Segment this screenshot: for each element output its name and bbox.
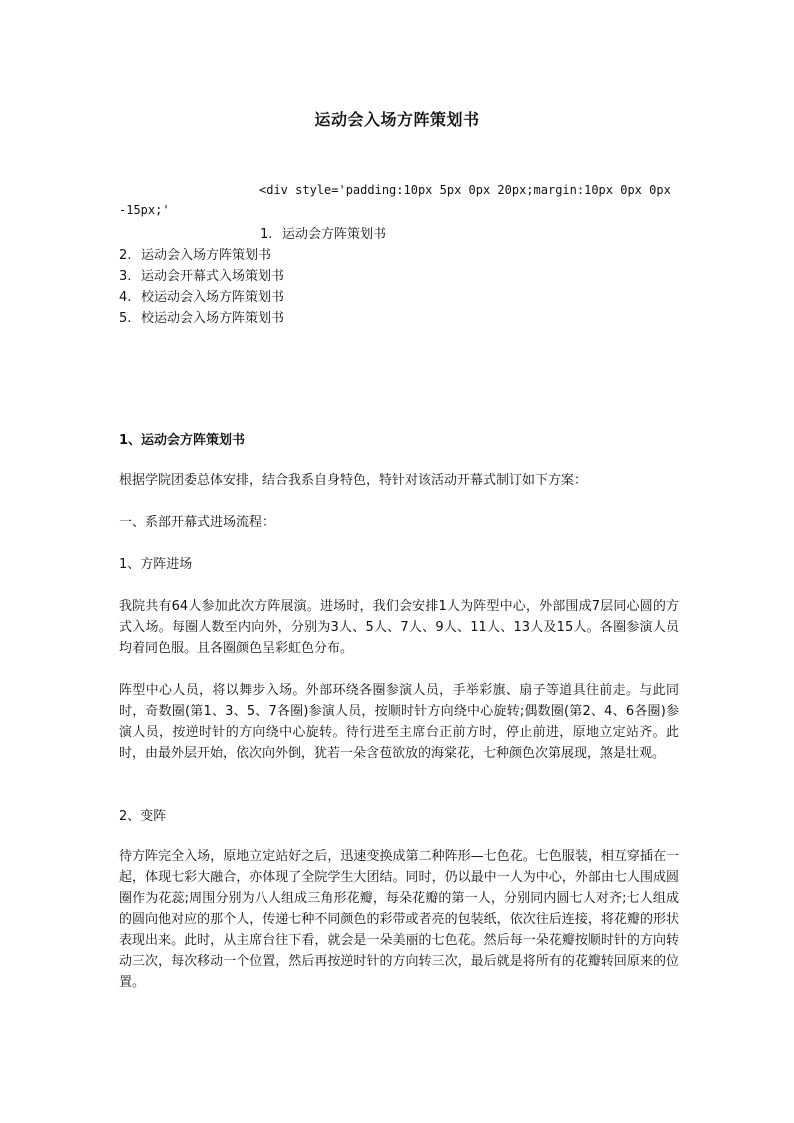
toc-item[interactable] xyxy=(119,287,386,308)
toc-item[interactable] xyxy=(119,266,386,287)
toc-item-number: 3. xyxy=(119,269,132,284)
code-snippet-line-2: -15px;' xyxy=(119,203,170,217)
subsection-heading: 2、变阵 xyxy=(119,809,167,824)
toc-item-label: 运动会方阵策划书 xyxy=(282,227,387,242)
subsection-heading: 1、方阵进场 xyxy=(119,557,193,572)
toc-item[interactable] xyxy=(119,245,386,266)
table-of-contents xyxy=(119,224,386,329)
code-snippet-line-1: <div style='padding:10px 5px 0px 20px;margin:10px 0px 0px xyxy=(259,183,671,197)
toc-item-label: 校运动会入场方阵策划书 xyxy=(141,311,285,326)
toc-item-number: 1. xyxy=(260,227,273,242)
paragraph-formation-change: 待方阵完全入场，原地立定站好之后，迅速变换成第二种阵形—七色花。七色服装，相互穿插在一起，体现七彩大融合，亦体现了全院学生大团结。同时，仍以最中一人为中心，外部由七人围成圆圈作为花蕊;周围分别为八人组成三角形花瓣，每朵花瓣的第一人，分别同内圆七人对齐;七人组成的圆向他对应的那个人，传递七种不同颜色的彩带或者亮的包装纸，依次往后连接，将花瓣的形状表现出来。此时，从主席台往下看，就会是一朵美丽的七色花。然后每一朵花瓣按顺时针的方向转动三次，每次移动一个位置，然后再按逆时针的方向转三次，最后就是将所有的花瓣转回原来的位置。 xyxy=(119,849,679,990)
intro-paragraph: 根据学院团委总体安排，结合我系自身特色，特针对该活动开幕式制订如下方案： xyxy=(119,473,588,488)
section-heading: 1、运动会方阵策划书 xyxy=(119,433,246,448)
toc-item-number: 2. xyxy=(119,248,132,263)
toc-item-label: 校运动会入场方阵策划书 xyxy=(141,290,285,305)
toc-item-number: 4. xyxy=(119,290,132,305)
toc-item-label: 运动会开幕式入场策划书 xyxy=(141,269,285,284)
part-heading: 一、系部开幕式进场流程： xyxy=(119,515,276,530)
paragraph-formation-entry: 我院共有64人参加此次方阵展演。进场时，我们会安排1人为阵型中心，外部围成7层同心圆的方式入场。每圈人数至内向外，分别为3人、5人、7人、9人、11人、13人及15人。各圈参演人员均着同色服。且各圈颜色呈彩虹色分布。 xyxy=(119,599,679,656)
document-title: 运动会入场方阵策划书 xyxy=(314,110,480,129)
toc-item-label: 运动会入场方阵策划书 xyxy=(141,248,272,263)
paragraph-center-dance: 阵型中心人员，将以舞步入场。外部环绕各圈参演人员，手举彩旗、扇子等道具往前走。与此同时，奇数圈(第1、3、5、7各圈)参演人员，按顺时针方向绕中心旋转;偶数圈(第2、4、6各圈)参演人员，按逆时针的方向绕中心旋转。待行进至主席台正前方时，停止前进，原地立定站齐。此时，由最外层开始，依次向外倒，犹若一朵含苞欲放的海棠花，七种颜色次第展现，煞是壮观。 xyxy=(119,683,679,761)
toc-item[interactable] xyxy=(119,308,386,329)
toc-item[interactable] xyxy=(119,224,386,245)
toc-item-number: 5. xyxy=(119,311,132,326)
